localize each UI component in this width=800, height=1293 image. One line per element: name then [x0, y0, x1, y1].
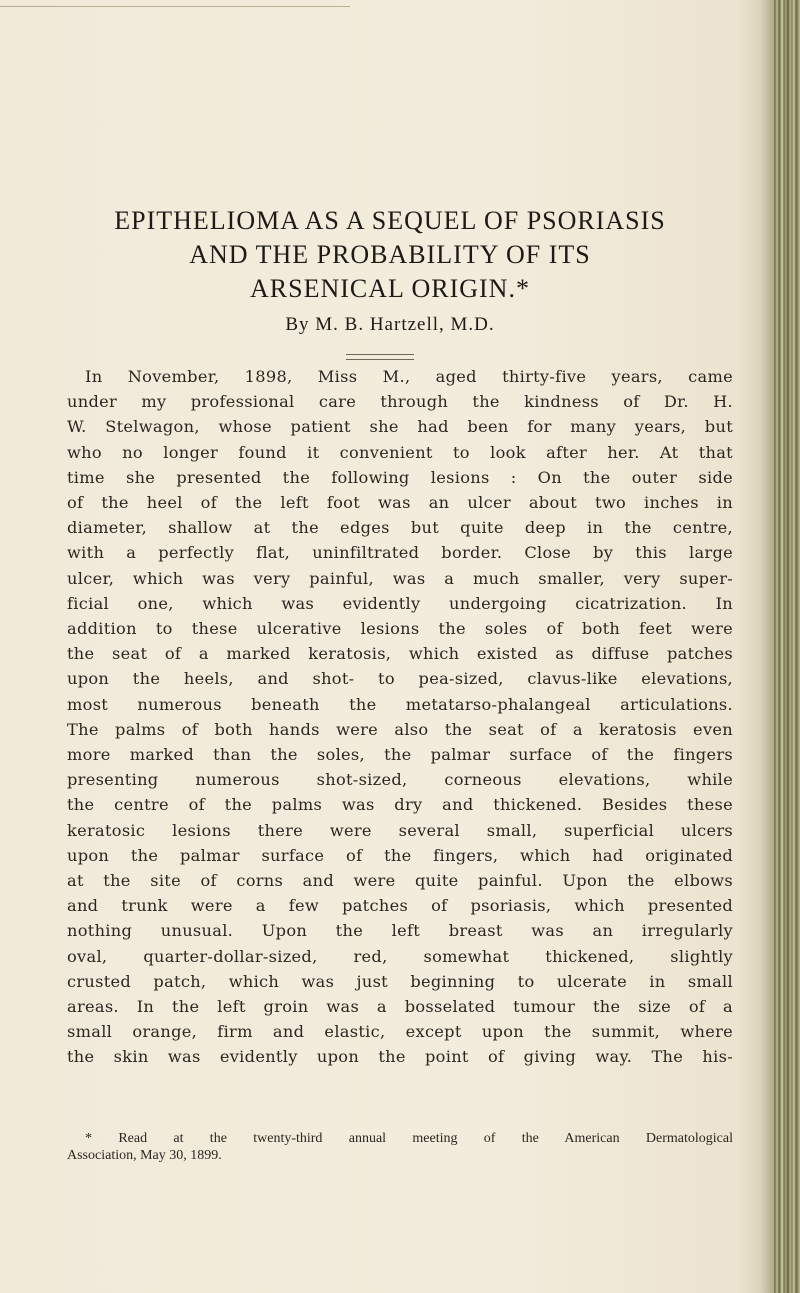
body-line: the seat of a marked keratosis, which existed as diffuse patches	[67, 644, 733, 664]
body-line: crusted patch, which was just beginning to ulcerate in small	[67, 971, 733, 991]
body-line: with a perfectly flat, uninfiltrated border. Close by this large	[67, 543, 733, 563]
body-line: small orange, firm and elastic, except upon the summit, where	[67, 1022, 733, 1042]
body-line: the centre of the palms was dry and thickened. Besides these	[67, 795, 733, 815]
body-line: ulcer, which was very painful, was a much smaller, very super-	[67, 568, 733, 588]
body-line: diameter, shallow at the edges but quite deep in the centre,	[67, 518, 733, 538]
footnote-line: * Read at the twenty-third annual meeting of the American Dermatological	[85, 1131, 733, 1146]
body-line: more marked than the soles, the palmar surface of the fingers	[67, 745, 733, 765]
body-line: keratosic lesions there were several small, superficial ulcers	[67, 820, 733, 840]
body-line: upon the heels, and shot- to pea-sized, clavus-like elevations,	[67, 669, 733, 689]
body-line: nothing unusual. Upon the left breast was an irregularly	[67, 921, 733, 941]
body-line: the skin was evidently upon the point of giving way. The his-	[67, 1047, 733, 1067]
body-line: who no longer found it convenient to look after her. At that	[67, 442, 733, 462]
top-edge-rule	[0, 0, 350, 7]
body-line: most numerous beneath the metatarso-phalangeal articulations.	[67, 694, 733, 714]
body-line: areas. In the left groin was a bosselated tumour the size of a	[67, 997, 733, 1017]
footnote	[67, 1130, 733, 1164]
author-byline: By M. B. Hartzell, M.D.	[285, 314, 495, 335]
body-line: under my professional care through the kindness of Dr. H.	[67, 392, 733, 412]
title-line: ARSENICAL ORIGIN.*	[250, 274, 530, 303]
body-line: time she presented the following lesions : On the outer side	[67, 467, 733, 487]
body-line: addition to these ulcerative lesions the soles of both feet were	[67, 619, 733, 639]
body-line: upon the palmar surface of the fingers, which had originated	[67, 845, 733, 865]
body-line: In November, 1898, Miss M., aged thirty-five years, came	[85, 367, 733, 386]
title-line: EPITHELIOMA AS A SEQUEL OF PSORIASIS	[114, 206, 666, 235]
binding-shadow	[760, 0, 774, 1293]
footnote-line: Association, May 30, 1899.	[67, 1148, 222, 1163]
article-title	[40, 204, 740, 306]
article-body	[67, 364, 733, 1070]
title-divider	[346, 354, 414, 360]
body-line: of the heel of the left foot was an ulcer about two inches in	[67, 493, 733, 513]
body-line: at the site of corns and were quite painful. Upon the elbows	[67, 871, 733, 891]
body-line: presenting numerous shot-sized, corneous elevations, while	[67, 770, 733, 790]
body-line: ficial one, which was evidently undergoing cicatrization. In	[67, 593, 733, 613]
body-line: oval, quarter-dollar-sized, red, somewhat thickened, slightly	[67, 946, 733, 966]
body-line: and trunk were a few patches of psoriasis, which presented	[67, 896, 733, 916]
body-line: The palms of both hands were also the seat of a keratosis even	[67, 719, 733, 739]
title-line: AND THE PROBABILITY OF ITS	[189, 240, 591, 269]
book-spine-edge	[774, 0, 800, 1293]
body-line: W. Stelwagon, whose patient she had been for many years, but	[67, 417, 733, 437]
